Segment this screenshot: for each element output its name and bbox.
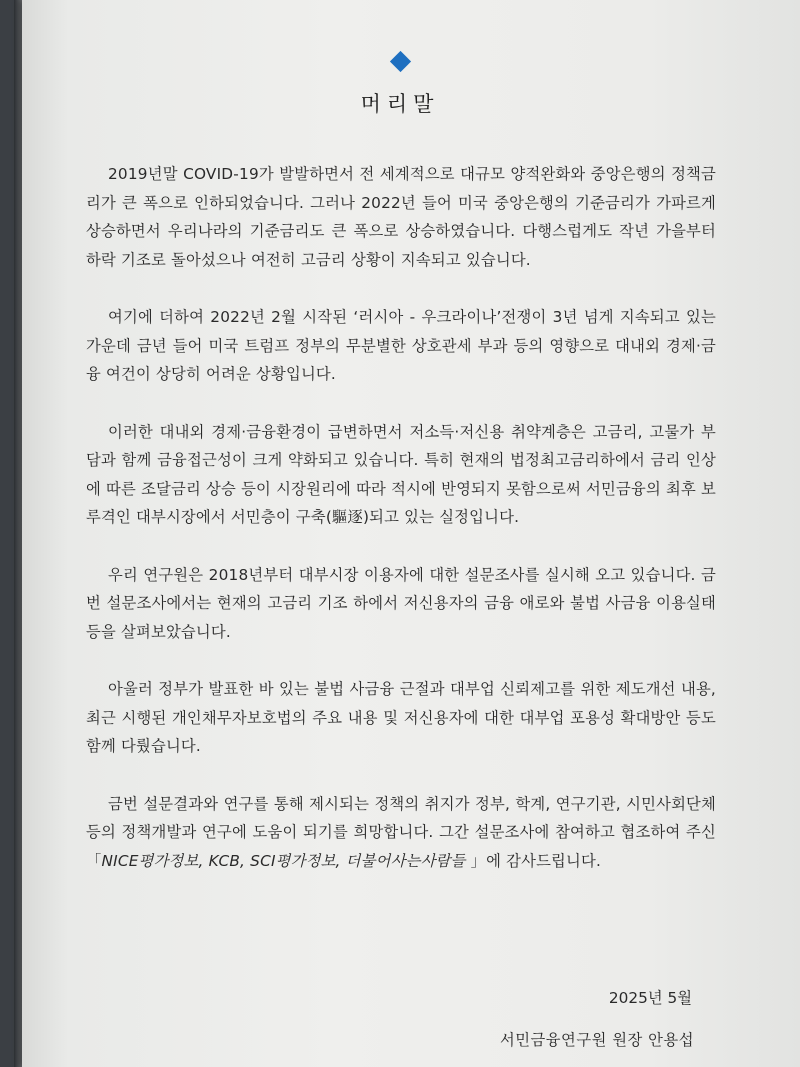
paragraph-4: 우리 연구원은 2018년부터 대부시장 이용자에 대한 설문조사를 실시해 오고 있습니다. 금번 설문조사에서는 현재의 고금리 기조 하에서 저신용자의 금융 애로와 불법 사금융 이용실태 등을 살펴보았습니다. <box>86 565 716 641</box>
paragraph-5: 아울러 정부가 발표한 바 있는 불법 사금융 근절과 대부업 신뢰제고를 위한 제도개선 내용, 최근 시행된 개인채무자보호법의 주요 내용 및 저신용자에 대한 대부업 포용성 확대방안 등도 함께 다뤘습니다. <box>86 680 716 755</box>
closing-text-before: 금번 설문결과와 연구를 통해 제시되는 정책의 취지가 정부, 학계, 연구기관, 시민사회단체 등의 정책개발과 연구에 도움이 되기를 희망합니다. 그간 설문조사에 참여하고 협조하여 주신 「 <box>86 794 716 870</box>
foreword-body <box>86 160 716 875</box>
paragraph-1: 2019년말 COVID-19가 발발하면서 전 세계적으로 대규모 양적완화와 중앙은행의 정책금리가 큰 폭으로 인하되었습니다. 그러나 2022년 들어 미국 중앙은행의 기준금리가 가파르게 상승하면서 우리나라의 기준금리도 큰 폭으로 상승하였습니다. 다행스럽게도 작년 가을부터 하락 기조로 돌아섰으나 여전히 고금리 상황이 지속되고 있습니다. <box>86 165 716 269</box>
page-title: 머리말 <box>360 92 440 116</box>
paragraph-3: 이러한 대내외 경제·금융환경이 급변하면서 저소득·저신용 취약계층은 고금리, 고물가 부담과 함께 금융접근성이 크게 약화되고 있습니다. 특히 현재의 법정최고금리하에서 금리 인상에 따른 조달금리 상승 등이 시장원리에 따라 적시에 반영되지 못함으로써 서민금융의 최후 보루격인 대부시장에서 서민층이 구축(驅逐)되고 있는 실정입니다. <box>86 422 716 526</box>
author-signature: 서민금융연구원 원장 안용섭 <box>499 1031 694 1049</box>
closing-text-after: 」에 감사드립니다. <box>465 851 602 870</box>
publication-date: 2025년 5월 <box>608 989 692 1007</box>
paragraph-2: 여기에 더하여 2022년 2월 시작된 ‘러시아 - 우크라이나’전쟁이 3년 넘게 지속되고 있는 가운데 금년 들어 미국 트럼프 정부의 무분별한 상호관세 부과 등의 영향으로 대내외 경제·금융 여건이 상당히 어려운 상황입니다. <box>86 308 716 383</box>
acknowledged-organizations: NICE평가정보, KCB, SCI평가정보, 더불어사는사람들 <box>101 851 466 870</box>
book-spine-edge <box>14 0 22 1067</box>
paragraph-6 <box>86 790 716 876</box>
